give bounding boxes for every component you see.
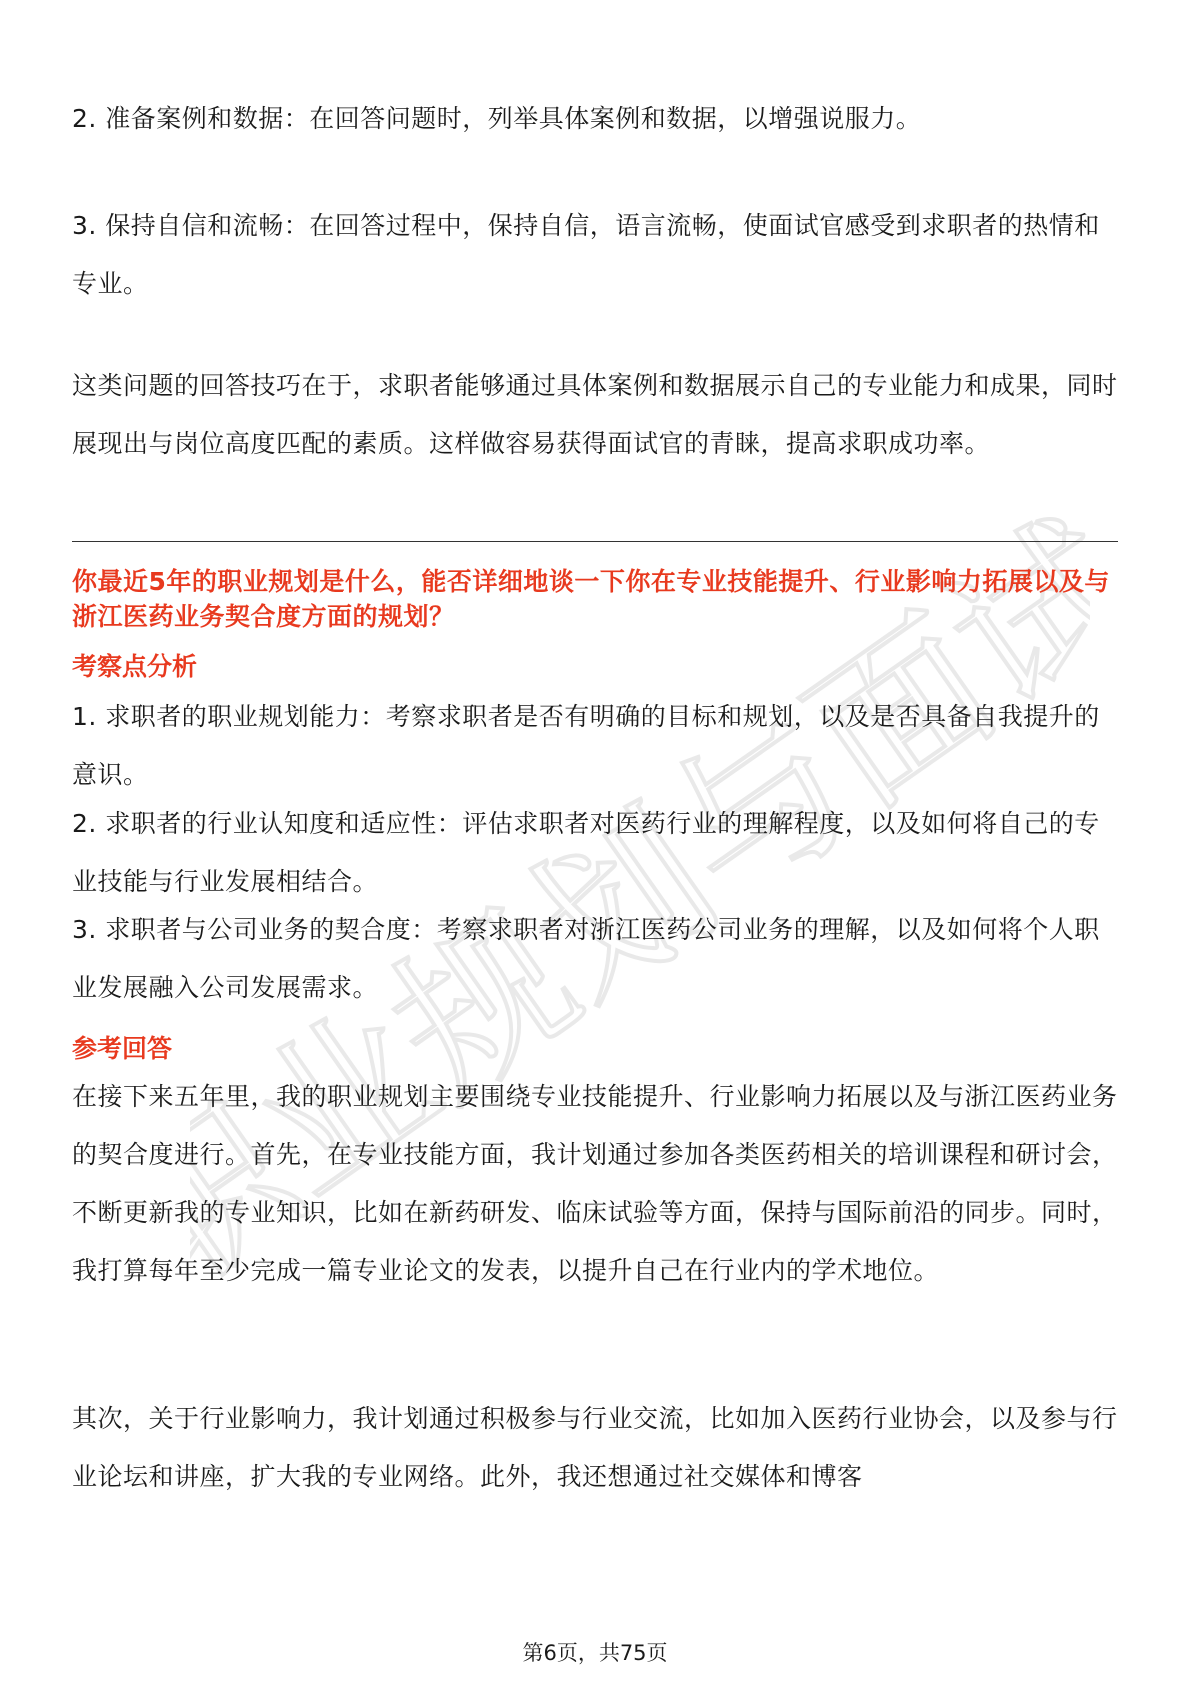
analysis-heading: 考察点分析 <box>72 652 198 681</box>
analysis-item: 1. 求职者的职业规划能力：考察求职者是否有明确的目标和规划，以及是否具备自我提升的意识。 <box>72 702 1100 789</box>
paragraph-tip-2: 2. 准备案例和数据：在回答问题时，列举具体案例和数据，以增强说服力。 <box>72 104 922 133</box>
paragraph-summary: 这类问题的回答技巧在于，求职者能够通过具体案例和数据展示自己的专业能力和成果，同时展现出与岗位高度匹配的素质。这样做容易获得面试官的青睐，提高求职成功率。 <box>72 371 1118 458</box>
watermark-text: 职业规划与面试 <box>190 487 1090 1327</box>
analysis-item: 2. 求职者的行业认知度和适应性：评估求职者对医药行业的理解程度，以及如何将自己的专业技能与行业发展相结合。 <box>72 809 1100 896</box>
section-divider <box>72 541 1118 542</box>
answer-heading: 参考回答 <box>72 1034 173 1063</box>
analysis-item: 3. 求职者与公司业务的契合度：考察求职者对浙江医药公司业务的理解，以及如何将个人职业发展融入公司发展需求。 <box>72 915 1100 1002</box>
page-number: 第6页，共75页 <box>522 1641 668 1665</box>
answer-paragraph: 其次，关于行业影响力，我计划通过积极参与行业交流，比如加入医药行业协会，以及参与行业论坛和讲座，扩大我的专业网络。此外，我还想通过社交媒体和博客 <box>72 1404 1118 1491</box>
question-title: 你最近5年的职业规划是什么，能否详细地谈一下你在专业技能提升、行业影响力拓展以及与浙江医药业务契合度方面的规划？ <box>72 567 1110 631</box>
answer-paragraph: 在接下来五年里，我的职业规划主要围绕专业技能提升、行业影响力拓展以及与浙江医药业务的契合度进行。首先，在专业技能方面，我计划通过参加各类医药相关的培训课程和研讨会，不断更新我的专业知识，比如在新药研发、临床试验等方面，保持与国际前沿的同步。同时，我打算每年至少完成一篇专业论文的发表，以提升自己在行业内的学术地位。 <box>72 1082 1118 1285</box>
paragraph-tip-3: 3. 保持自信和流畅：在回答过程中，保持自信，语言流畅，使面试官感受到求职者的热情和专业。 <box>72 211 1100 298</box>
